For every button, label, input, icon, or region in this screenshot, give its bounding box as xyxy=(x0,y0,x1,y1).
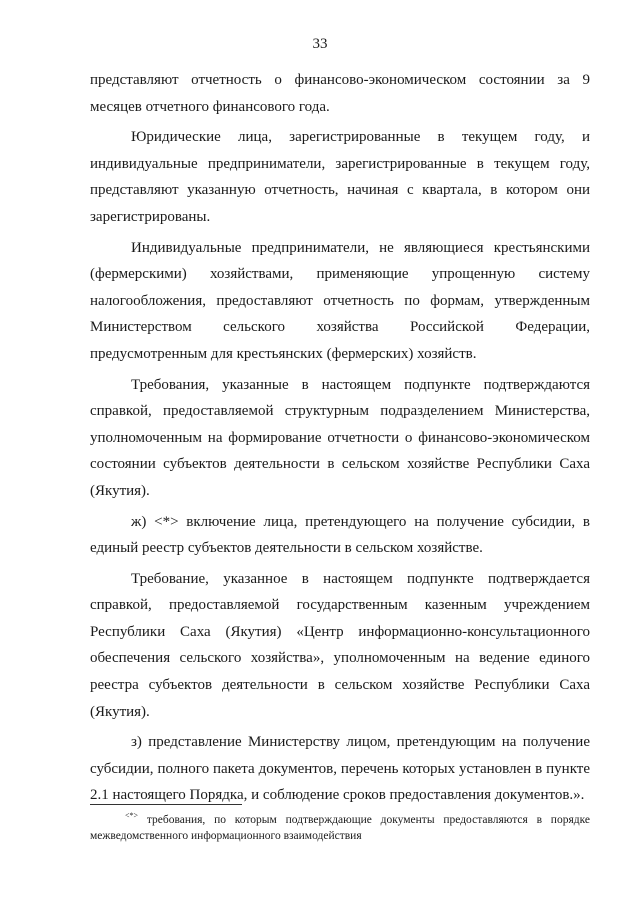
paragraph-continuation: представляют отчетность о финансово-экономическом состоянии за 9 месяцев отчетного финансового года. xyxy=(90,72,590,115)
paragraph-requirements-confirmation: Требования, указанные в настоящем подпункте подтверждаются справкой, предоставляемой структурным подразделением Министерства, уполномоченным на формирование отчетности о финансово-экономическом состоянии субъектов деятельности в сельском хозяйстве Республики Саха (Якутия). xyxy=(90,376,590,499)
paragraph-requirement-registry: Требование, указанное в настоящем подпункте подтверждается справкой, предоставляемой государственным казенным учреждением Республики Саха (Якутия) «Центр информационно-консультационного обеспечения сельского хозяйства», уполномоченным на ведение единого реестра субъектов деятельности в сельском хозяйстве Республики Саха (Якутия). xyxy=(90,570,590,720)
page-number: 33 xyxy=(312,36,328,52)
footnote-text: требования, по которым подтверждающие документы предоставляются в порядке межведомственного информационного взаимодействия xyxy=(90,814,590,842)
footnote xyxy=(90,812,590,844)
document-body xyxy=(90,67,590,813)
paragraph-individual-entrepreneurs: Индивидуальные предприниматели, не являющиеся крестьянскими (фермерскими) хозяйствами, применяющие упрощенную систему налогообложения, предоставляют отчетность по формам, утвержденным Министерством сельского хозяйства Российской Федерации, предусмотренным для крестьянских (фермерских) хозяйств. xyxy=(90,239,590,362)
footnote-mark: <*> xyxy=(125,811,139,821)
paragraph-item-zh: ж) <*> включение лица, претендующего на получение субсидии, в единый реестр субъектов деятельности в сельском хозяйстве. xyxy=(90,513,590,557)
footnote-divider xyxy=(90,804,242,805)
paragraph-item-z: з) представление Министерству лицом, претендующим на получение субсидии, полного пакета документов, перечень которых установлен в пункте 2.1 настоящего Порядка, и соблюдение сроков предоставления документов.». xyxy=(90,734,590,804)
paragraph-registered-entities: Юридические лица, зарегистрированные в текущем году, и индивидуальные предприниматели, зарегистрированные в текущем году, представляют указанную отчетность, начиная с квартала, в котором они зарегистрированы. xyxy=(90,129,590,225)
